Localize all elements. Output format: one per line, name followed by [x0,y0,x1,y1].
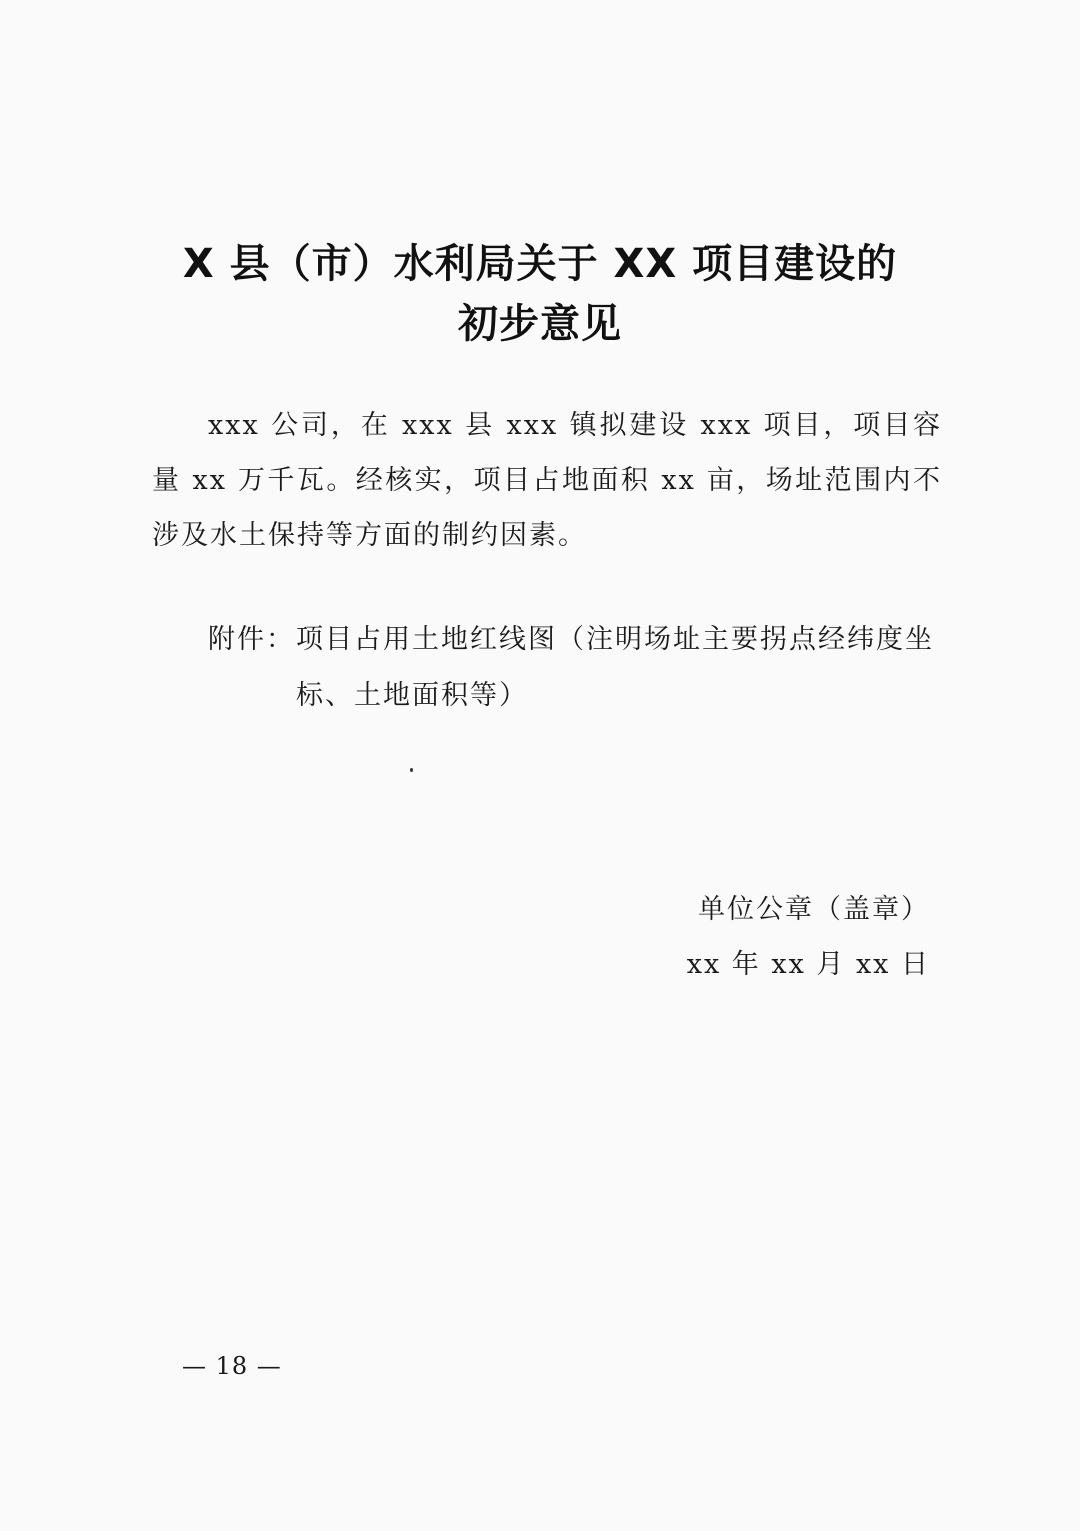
date-line: xx 年 xx 月 xx 日 [686,949,930,980]
page-number: — 18 — [182,1352,282,1380]
attachment-label: 附件： [208,624,295,655]
document-title-line2: 初步意见 [458,301,622,347]
signature-block [687,882,930,992]
document-title-line1: X 县（市）水利局关于 XX 项目建设的 [182,241,898,287]
attachment-text: 项目占用土地红线图（注明场址主要拐点经纬度坐标、土地面积等） [296,624,934,711]
seal-label: 单位公章（盖章） [698,894,930,925]
scan-speck [410,768,413,772]
attachment-block [208,612,948,724]
body-paragraph: xxx 公司，在 xxx 县 xxx 镇拟建设 xxx 项目，项目容量 xx 万千瓦。经核实，项目占地面积 xx 亩，场址范围内不涉及水土保持等方面的制约因素。 [152,410,942,551]
